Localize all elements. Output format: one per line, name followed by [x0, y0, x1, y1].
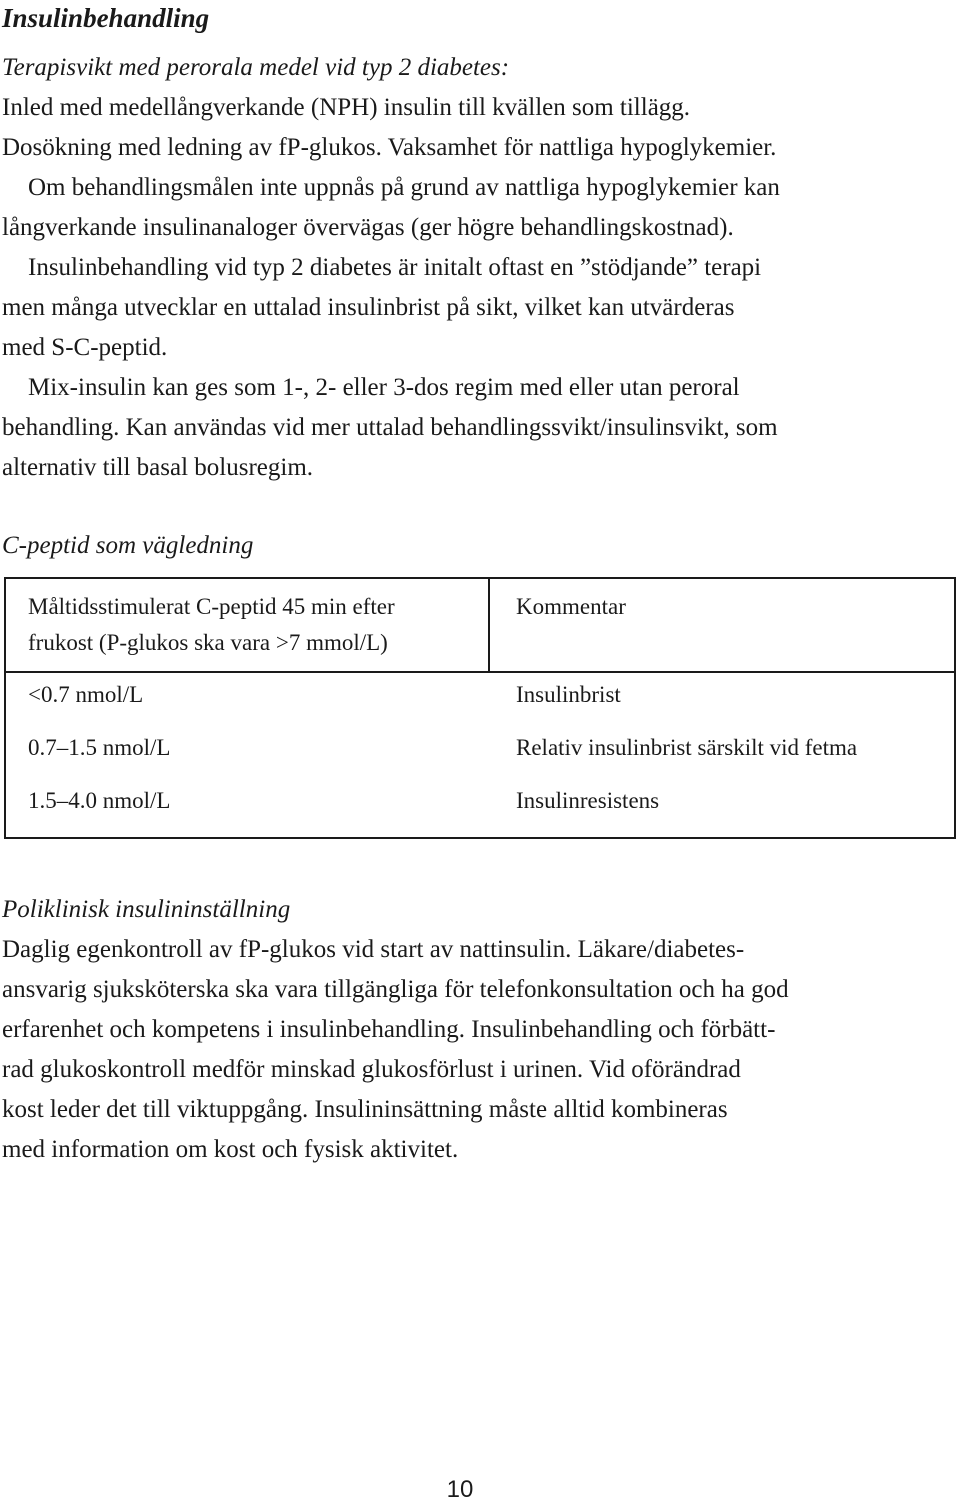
table-column-divider [488, 579, 490, 671]
poliklinisk-line: med information om kost och fysisk aktivitet. [2, 1136, 459, 1163]
therapy-line: Dosökning med ledning av fP-glukos. Vaksamhet för nattliga hypoglykemier. [2, 134, 777, 161]
table-header-divider [6, 671, 954, 673]
therapy-line: men många utvecklar en uttalad insulinbrist på sikt, vilket kan utvärderas [2, 294, 735, 321]
table-header-col1-line2: frukost (P-glukos ska vara >7 mmol/L) [28, 630, 388, 655]
poliklinisk-line: ansvarig sjuksköterska ska vara tillgängliga för telefonkonsultation och ha god [2, 976, 789, 1003]
table-cell-range: 1.5–4.0 nmol/L [28, 788, 171, 813]
table-cell-comment: Relativ insulinbrist särskilt vid fetma [516, 735, 858, 760]
cpeptid-title: C-peptid som vägledning [2, 532, 254, 559]
therapy-line: Insulinbehandling vid typ 2 diabetes är initalt oftast en ”stödjande” terapi [28, 254, 762, 281]
poliklinisk-title: Poliklinisk insulininställning [2, 896, 291, 923]
cpeptid-table [4, 577, 956, 839]
therapy-line: Mix-insulin kan ges som 1-, 2- eller 3-dos regim med eller utan peroral [28, 374, 740, 401]
therapy-section [2, 48, 954, 488]
therapy-line: med S-C-peptid. [2, 334, 168, 361]
table-header-col2: Kommentar [516, 594, 626, 619]
therapy-subtitle: Terapisvikt med perorala medel vid typ 2 diabetes: [2, 54, 510, 81]
poliklinisk-line: kost leder det till viktuppgång. Insulininsättning måste alltid kombineras [2, 1096, 728, 1123]
therapy-line: behandling. Kan användas vid mer uttalad behandlingssvikt/insulinsvikt, som [2, 414, 778, 441]
therapy-line: Inled med medellångverkande (NPH) insulin till kvällen som tillägg. [2, 94, 691, 121]
therapy-line: långverkande insulinanaloger övervägas (ger högre behandlingskostnad). [2, 214, 734, 241]
page-heading: Insulinbehandling [2, 3, 210, 33]
page-number: 10 [446, 1476, 474, 1503]
therapy-line: Om behandlingsmålen inte uppnås på grund av nattliga hypoglykemier kan [28, 174, 780, 201]
poliklinisk-line: erfarenhet och kompetens i insulinbehandling. Insulinbehandling och förbätt- [2, 1016, 776, 1043]
therapy-line: alternativ till basal bolusregim. [2, 454, 314, 481]
table-header-col1-line1: Måltidsstimulerat C-peptid 45 min efter [28, 594, 395, 619]
table-cell-range: <0.7 nmol/L [28, 682, 144, 707]
table-cell-comment: Insulinresistens [516, 788, 660, 813]
poliklinisk-line: rad glukoskontroll medför minskad glukosförlust i urinen. Vid oförändrad [2, 1056, 741, 1083]
poliklinisk-line: Daglig egenkontroll av fP-glukos vid start av nattinsulin. Läkare/diabetes- [2, 936, 745, 963]
table-cell-comment: Insulinbrist [516, 682, 621, 707]
table-cell-range: 0.7–1.5 nmol/L [28, 735, 171, 760]
poliklinisk-section [2, 930, 954, 1170]
